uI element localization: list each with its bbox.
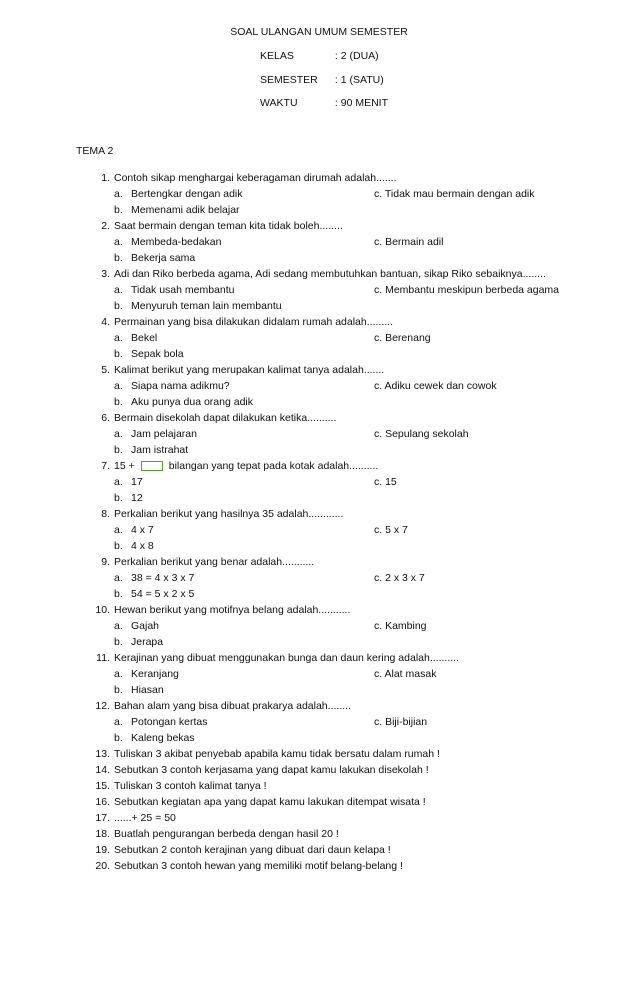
option-row — [86, 666, 586, 682]
question-text: Hewan berikut yang motifnya belang adalah........... — [114, 604, 351, 616]
question-text: Permainan yang bisa dilakukan didalam rumah adalah......... — [114, 316, 393, 328]
question-number: 10. — [95, 604, 110, 616]
question-text: Saat bermain dengan teman kita tidak boleh........ — [114, 220, 343, 232]
question-number: 20. — [95, 860, 110, 872]
option-label: b. — [114, 540, 123, 552]
option-c: c. 2 x 3 x 7 — [374, 572, 425, 584]
question-item — [86, 554, 586, 570]
question-text: Contoh sikap menghargai keberagaman dirumah adalah....... — [114, 172, 397, 184]
option-row — [86, 426, 586, 442]
option-c: c. Alat masak — [374, 668, 437, 680]
header-label: KELAS — [260, 50, 294, 62]
header-label: WAKTU — [260, 97, 298, 109]
option-label: a. — [114, 716, 123, 728]
option-b: Kaleng bekas — [131, 732, 195, 744]
question-number: 17. — [95, 812, 110, 824]
option-c: c. Berenang — [374, 332, 431, 344]
option-label: a. — [114, 476, 123, 488]
question-number: 9. — [101, 556, 110, 568]
option-label: b. — [114, 684, 123, 696]
question-item — [86, 266, 586, 282]
question-item — [86, 762, 586, 778]
option-c: c. Adiku cewek dan cowok — [374, 380, 497, 392]
option-label: b. — [114, 492, 123, 504]
option-row — [86, 682, 586, 698]
question-item — [86, 810, 586, 826]
question-text: Sebutkan 3 contoh kerjasama yang dapat kamu lakukan disekolah ! — [114, 764, 429, 776]
option-label: a. — [114, 668, 123, 680]
option-c: c. Biji-bijian — [374, 716, 428, 728]
option-a: Membeda-bedakan — [131, 236, 222, 248]
question-text: Adi dan Riko berbeda agama, Adi sedang membutuhkan bantuan, sikap Riko sebaiknya........ — [114, 268, 546, 280]
option-b: Memenami adik belajar — [131, 204, 240, 216]
question-number: 15. — [95, 780, 110, 792]
option-c: c. Tidak mau bermain dengan adik — [374, 188, 535, 200]
question-item — [86, 778, 586, 794]
question-text: Sebutkan 3 contoh hewan yang memiliki motif belang-belang ! — [114, 860, 403, 872]
option-row — [86, 378, 586, 394]
header-value: : 2 (DUA) — [334, 50, 379, 62]
option-label: b. — [114, 204, 123, 216]
option-a: Potongan kertas — [131, 716, 208, 728]
option-b: Menyuruh teman lain membantu — [131, 300, 282, 312]
question-text: ......+ 25 = 50 — [114, 812, 176, 824]
question-item — [86, 698, 586, 714]
question-number: 18. — [95, 828, 110, 840]
option-label: a. — [114, 188, 123, 200]
option-row — [86, 346, 586, 362]
option-label: a. — [114, 428, 123, 440]
option-row — [86, 538, 586, 554]
option-label: a. — [114, 380, 123, 392]
option-label: b. — [114, 636, 123, 648]
option-label: b. — [114, 252, 123, 264]
option-row — [86, 282, 586, 298]
question-item — [86, 362, 586, 378]
question-item — [86, 650, 586, 666]
option-a: Keranjang — [131, 668, 179, 680]
option-c: c. 5 x 7 — [374, 524, 408, 536]
option-label: b. — [114, 444, 123, 456]
option-row — [86, 714, 586, 730]
header-row-waktu — [260, 97, 388, 109]
question-item — [86, 410, 586, 426]
option-row — [86, 586, 586, 602]
question-text: Kerajinan yang dibuat menggunakan bunga dan daun kering adalah.......... — [114, 652, 460, 664]
question-number: 13. — [95, 748, 110, 760]
option-label: b. — [114, 588, 123, 600]
question-item — [86, 794, 586, 810]
question-text: Kalimat berikut yang merupakan kalimat tanya adalah....... — [114, 364, 385, 376]
question-item — [86, 746, 586, 762]
question-text: Sebutkan kegiatan apa yang dapat kamu lakukan ditempat wisata ! — [114, 796, 426, 808]
option-a: 4 x 7 — [131, 524, 154, 536]
question-text: Perkalian berikut yang hasilnya 35 adalah............ — [114, 508, 344, 520]
option-b: Bekerja sama — [131, 252, 196, 264]
question-text-pre: 15 + — [114, 460, 135, 472]
option-b: Jerapa — [131, 636, 164, 648]
question-item — [86, 506, 586, 522]
option-row — [86, 490, 586, 506]
question-number: 3. — [101, 268, 110, 280]
option-row — [86, 394, 586, 410]
option-row — [86, 234, 586, 250]
option-label: a. — [114, 572, 123, 584]
question-text: Tuliskan 3 contoh kalimat tanya ! — [114, 780, 267, 792]
option-b: 54 = 5 x 2 x 5 — [131, 588, 195, 600]
option-row — [86, 522, 586, 538]
option-row — [86, 570, 586, 586]
option-a: Tidak usah membantu — [131, 284, 235, 296]
question-item — [86, 458, 586, 474]
option-a: Bertengkar dengan adik — [131, 188, 243, 200]
question-number: 5. — [101, 364, 110, 376]
theme-heading: TEMA 2 — [76, 145, 114, 157]
header-row-kelas — [260, 50, 379, 62]
question-text: Sebutkan 2 contoh kerajinan yang dibuat dari daun kelapa ! — [114, 844, 391, 856]
option-row — [86, 618, 586, 634]
question-item — [86, 314, 586, 330]
question-number: 2. — [101, 220, 110, 232]
option-c: c. Membantu meskipun berbeda agama — [374, 284, 560, 296]
question-number: 16. — [95, 796, 110, 808]
option-label: b. — [114, 396, 123, 408]
header-label: SEMESTER — [260, 74, 318, 86]
option-a: Jam pelajaran — [131, 428, 197, 440]
option-b: Hiasan — [131, 684, 164, 696]
option-label: b. — [114, 348, 123, 360]
option-c: c. Sepulang sekolah — [374, 428, 469, 440]
question-number: 1. — [101, 172, 110, 184]
question-item — [86, 842, 586, 858]
option-label: a. — [114, 620, 123, 632]
option-label: a. — [114, 284, 123, 296]
option-label: a. — [114, 236, 123, 248]
option-label: a. — [114, 524, 123, 536]
question-text: Bahan alam yang bisa dibuat prakarya adalah........ — [114, 700, 351, 712]
option-c: c. 15 — [374, 476, 397, 488]
option-row — [86, 202, 586, 218]
question-number: 8. — [101, 508, 110, 520]
option-label: a. — [114, 332, 123, 344]
question-number: 4. — [101, 316, 110, 328]
option-a: Bekel — [131, 332, 158, 344]
option-row — [86, 474, 586, 490]
question-number: 12. — [95, 700, 110, 712]
question-list — [86, 170, 586, 874]
question-number: 19. — [95, 844, 110, 856]
option-c: c. Bermain adil — [374, 236, 444, 248]
question-number: 6. — [101, 412, 110, 424]
option-label: b. — [114, 732, 123, 744]
question-item — [86, 218, 586, 234]
answer-box — [141, 461, 163, 471]
header-row-semester — [260, 74, 384, 86]
option-row — [86, 298, 586, 314]
option-c: c. Kambing — [374, 620, 427, 632]
question-text — [114, 458, 378, 474]
option-a: 17 — [131, 476, 143, 488]
option-row — [86, 730, 586, 746]
question-text: Buatlah pengurangan berbeda dengan hasil 20 ! — [114, 828, 339, 840]
option-label: b. — [114, 300, 123, 312]
option-b: Jam istrahat — [131, 444, 189, 456]
option-a: Siapa nama adikmu? — [131, 380, 230, 392]
option-row — [86, 442, 586, 458]
question-text: Tuliskan 3 akibat penyebab apabila kamu tidak bersatu dalam rumah ! — [114, 748, 440, 760]
question-text: Bermain disekolah dapat dilakukan ketika.......... — [114, 412, 337, 424]
option-b: Sepak bola — [131, 348, 184, 360]
option-a: 38 = 4 x 3 x 7 — [131, 572, 195, 584]
option-b: Aku punya dua orang adik — [131, 396, 254, 408]
option-b: 12 — [131, 492, 143, 504]
question-number: 14. — [95, 764, 110, 776]
question-number: 11. — [96, 652, 110, 664]
question-number: 7. — [101, 460, 110, 472]
header-value: : 90 MENIT — [334, 97, 389, 109]
question-item — [86, 602, 586, 618]
option-b: 4 x 8 — [131, 540, 154, 552]
header-value: : 1 (SATU) — [334, 74, 384, 86]
page-title: SOAL ULANGAN UMUM SEMESTER — [230, 26, 408, 38]
question-item — [86, 858, 586, 874]
option-row — [86, 634, 586, 650]
question-item — [86, 170, 586, 186]
question-text: Perkalian berikut yang benar adalah........... — [114, 556, 315, 568]
option-row — [86, 250, 586, 266]
question-text-post: bilangan yang tepat pada kotak adalah.......... — [168, 460, 379, 472]
question-item — [86, 826, 586, 842]
option-a: Gajah — [131, 620, 160, 632]
option-row — [86, 186, 586, 202]
option-row — [86, 330, 586, 346]
